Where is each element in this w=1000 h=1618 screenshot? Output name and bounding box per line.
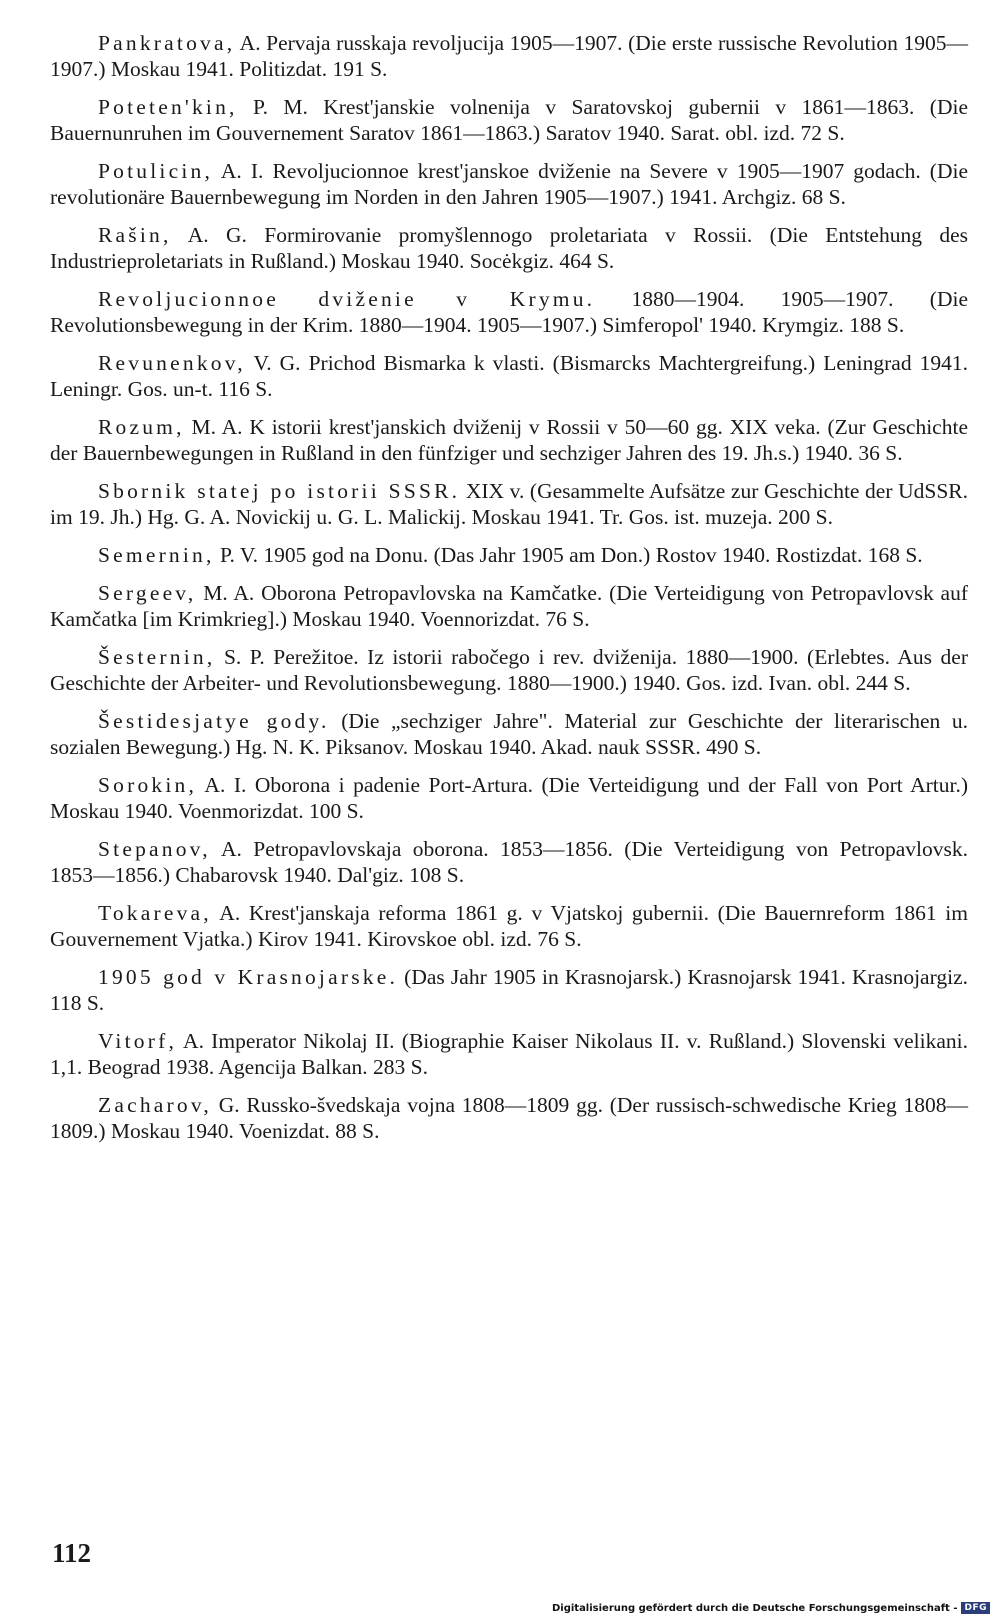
entry-text: (Das Jahr 1905 in Krasnojarsk.) Krasnojarsk 1941. Krasnojargiz. 118 S. bbox=[50, 965, 968, 1015]
entry-author: Pankratova, bbox=[98, 31, 236, 55]
entry-text: G. Russko-švedskaja vojna 1808—1809 gg. (Der russisch-schwedische Krieg 1808—1809.) Moskau 1940. Voenizdat. 88 S. bbox=[50, 1093, 968, 1143]
entry-text: (Die „sechziger Jahre". Material zur Geschichte der literarischen u. sozialen Bewegung.) Hg. N. K. Piksanov. Moskau 1940. Akad. nauk SSSR. 490 S. bbox=[50, 709, 968, 759]
entry-text: A. G. Formirovanie promyšlennogo proletariata v Rossii. (Die Entstehung des Industrieproletariats in Rußland.) Moskau 1940. Socėkgiz. 464 S. bbox=[50, 223, 968, 273]
bibliography-entry bbox=[50, 478, 968, 530]
bibliography-entry bbox=[50, 350, 968, 402]
entry-author: Revoljucionnoe dviženie v Krymu. bbox=[98, 287, 596, 311]
entry-author: Poteten'kin, bbox=[98, 95, 238, 119]
entry-author: Stepanov, bbox=[98, 837, 211, 861]
entry-author: Zacharov, bbox=[98, 1093, 212, 1117]
entry-text: A. Krest'janskaja reforma 1861 g. v Vjatskoj gubernii. (Die Bauernreform 1861 im Gouvernement Vjatka.) Kirov 1941. Kirovskoe obl. izd. 76 S. bbox=[50, 901, 968, 951]
entry-text: V. G. Prichod Bismarka k vlasti. (Bismarcks Machtergreifung.) Leningrad 1941. Leningr. Gos. un-t. 116 S. bbox=[50, 351, 968, 401]
digitization-footer bbox=[552, 1602, 990, 1614]
entry-author: Rašin, bbox=[98, 223, 172, 247]
bibliography-entry bbox=[50, 222, 968, 274]
entry-text: XIX v. (Gesammelte Aufsätze zur Geschichte der UdSSR. im 19. Jh.) Hg. G. A. Novickij u. G. L. Malickij. Moskau 1941. Tr. Gos. ist. muzeja. 200 S. bbox=[50, 479, 968, 529]
entry-author: Tokareva, bbox=[98, 901, 212, 925]
page-number: 112 bbox=[52, 1538, 92, 1568]
bibliography-entry bbox=[50, 1092, 968, 1144]
bibliography-list bbox=[50, 30, 968, 1156]
bibliography-entry bbox=[50, 708, 968, 760]
dfg-logo: DFG bbox=[961, 1602, 990, 1614]
entry-author: 1905 god v Krasnojarske. bbox=[98, 965, 399, 989]
footer-text: Digitalisierung gefördert durch die Deutsche Forschungsgemeinschaft - bbox=[551, 1602, 958, 1614]
entry-text: A. Imperator Nikolaj II. (Biographie Kaiser Nikolaus II. v. Rußland.) Slovenski velikani. 1,1. Beograd 1938. Agencija Balkan. 283 S. bbox=[50, 1029, 968, 1079]
bibliography-entry bbox=[50, 286, 968, 338]
bibliography-entry bbox=[50, 414, 968, 466]
entry-text: A. Petropavlovskaja oborona. 1853—1856. (Die Verteidigung von Petropavlovsk. 1853—1856.) Chabarovsk 1940. Dal'giz. 108 S. bbox=[50, 837, 968, 887]
entry-author: Sorokin, bbox=[98, 773, 198, 797]
entry-text: M. A. K istorii krest'janskich dviženij v Rossii v 50—60 gg. XIX veka. (Zur Geschichte der Bauernbewegungen in Rußland in den fünfziger und sechziger Jahren des 19. Jh.s.) 1940. 36 S. bbox=[50, 415, 968, 465]
bibliography-entry bbox=[50, 542, 968, 568]
bibliography-entry bbox=[50, 900, 968, 952]
entry-author: Vitorf, bbox=[98, 1029, 178, 1053]
entry-text: P. V. 1905 god na Donu. (Das Jahr 1905 am Don.) Rostov 1940. Rostizdat. 168 S. bbox=[214, 543, 923, 567]
entry-text: A. I. Oborona i padenie Port-Artura. (Die Verteidigung und der Fall von Port Artur.) Moskau 1940. Voenmorizdat. 100 S. bbox=[50, 773, 968, 823]
entry-text: P. M. Krest'janskie volnenija v Saratovskoj gubernii v 1861—1863. (Die Bauernunruhen im Gouvernement Saratov 1861—1863.) Saratov 1940. Sarat. obl. izd. 72 S. bbox=[50, 95, 968, 145]
entry-text: A. Pervaja russkaja revoljucija 1905—1907. (Die erste russische Revolution 1905—1907.) Moskau 1941. Politizdat. 191 S. bbox=[50, 31, 968, 81]
entry-author: Šestidesjatye gody. bbox=[98, 709, 330, 733]
entry-author: Rozum, bbox=[98, 415, 185, 439]
entry-author: Šesternin, bbox=[98, 645, 216, 669]
entry-text: S. P. Perežitoe. Iz istorii rabočego i rev. dviženija. 1880—1900. (Erlebtes. Aus der Geschichte der Arbeiter- und Revolutionsbewegung. 1880—1900.) 1940. Gos. izd. Ivan. obl. 244 S. bbox=[50, 645, 968, 695]
entry-author: Revunenkov, bbox=[98, 351, 246, 375]
bibliography-entry bbox=[50, 1028, 968, 1080]
entry-text: M. A. Oborona Petropavlovska na Kamčatke. (Die Verteidigung von Petropavlovsk auf Kamčatka [im Krimkrieg].) Moskau 1940. Voennorizdat. 76 S. bbox=[50, 581, 968, 631]
entry-text: A. I. Revoljucionnoe krest'janskoe dviženie na Severe v 1905—1907 godach. (Die revolutionäre Bauernbewegung im Norden in den Jahren 1905—1907.) 1941. Archgiz. 68 S. bbox=[50, 159, 968, 209]
entry-text: 1880—1904. 1905—1907. (Die Revolutionsbewegung in der Krim. 1880—1904. 1905—1907.) Simferopol' 1940. Krymgiz. 188 S. bbox=[50, 287, 968, 337]
entry-author: Sergeev, bbox=[98, 581, 197, 605]
bibliography-entry bbox=[50, 30, 968, 82]
bibliography-entry bbox=[50, 772, 968, 824]
bibliography-entry bbox=[50, 836, 968, 888]
bibliography-entry bbox=[50, 580, 968, 632]
entry-author: Potulicin, bbox=[98, 159, 214, 183]
bibliography-entry bbox=[50, 94, 968, 146]
entry-author: Sbornik statej po istorii SSSR. bbox=[98, 479, 461, 503]
bibliography-entry bbox=[50, 158, 968, 210]
entry-author: Semernin, bbox=[98, 543, 215, 567]
bibliography-entry bbox=[50, 964, 968, 1016]
bibliography-entry bbox=[50, 644, 968, 696]
